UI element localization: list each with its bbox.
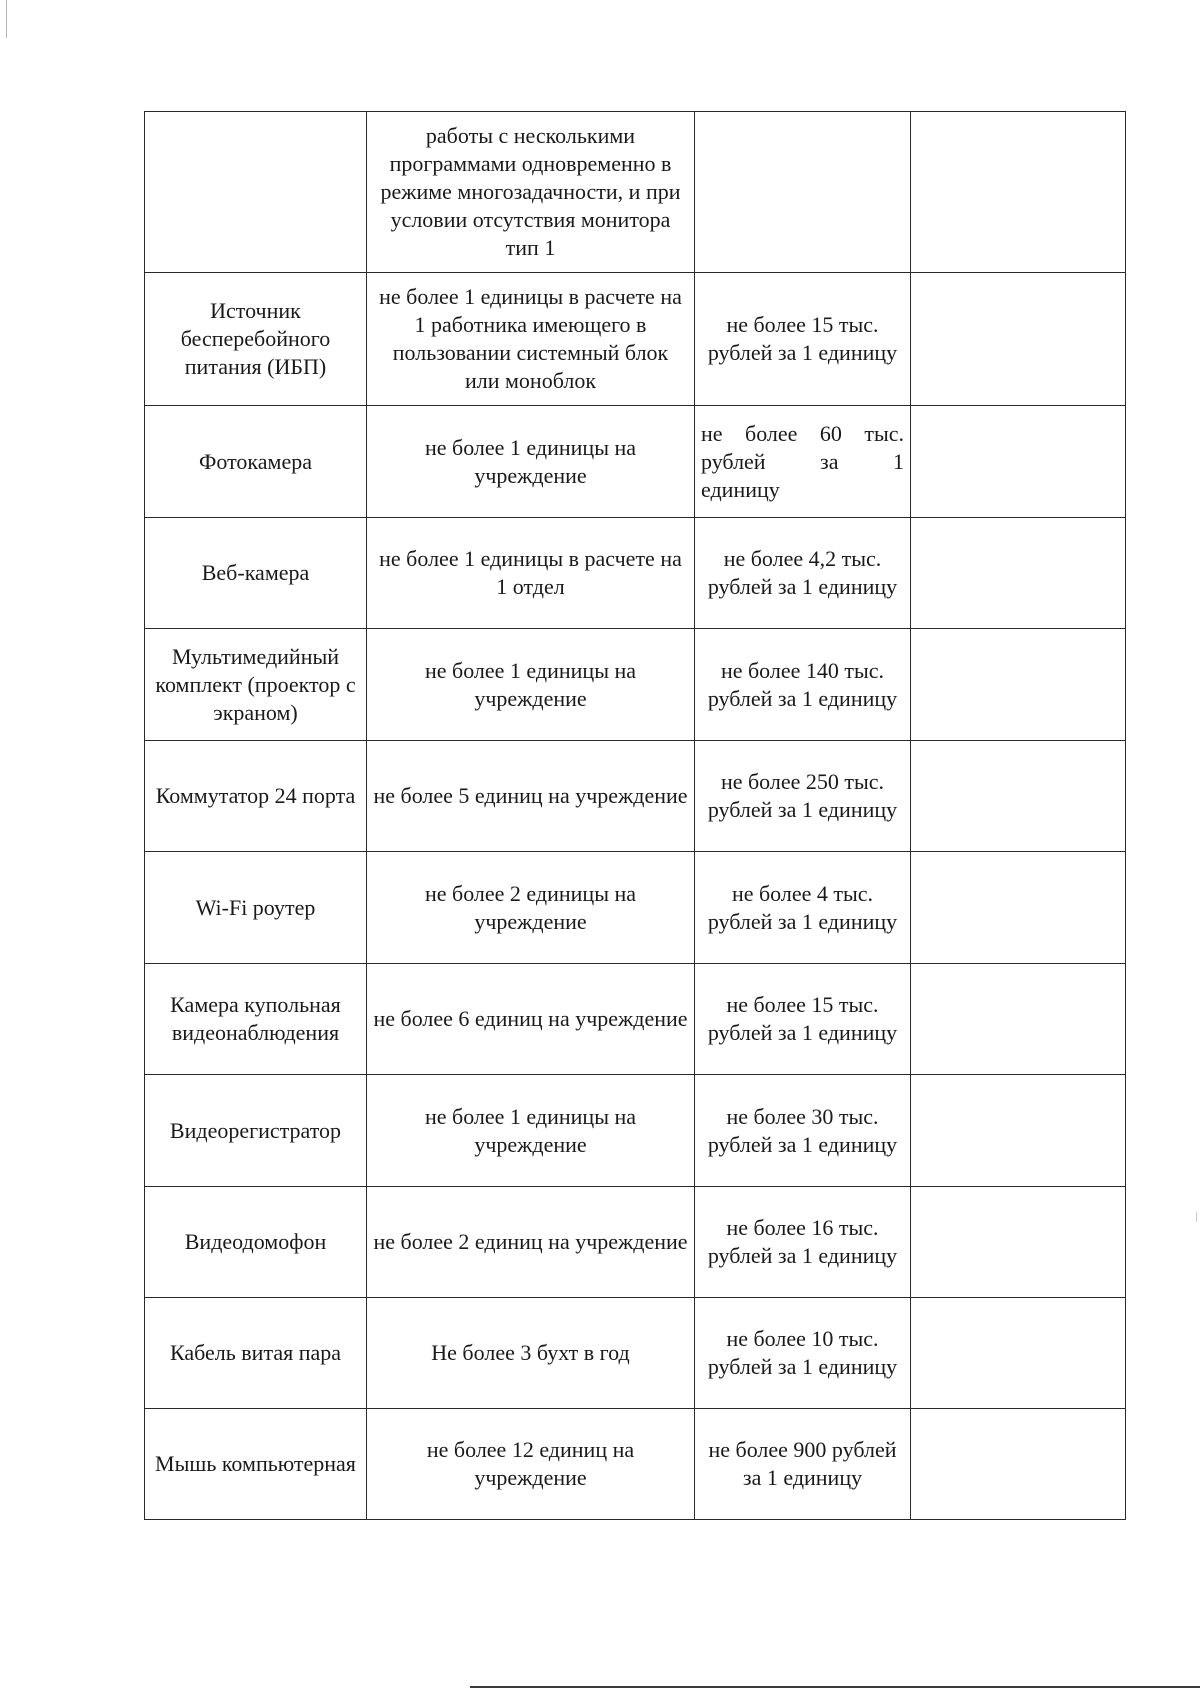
extra-cell [911,518,1126,629]
extra-cell [911,741,1126,852]
table-row [145,112,1126,273]
table-row [145,1409,1126,1520]
extra-cell [911,406,1126,518]
quantity-norm-cell: Не более 3 бухт в год [367,1298,695,1409]
table-row [145,406,1126,518]
price-line: единицу [701,476,780,502]
extra-cell [911,852,1126,964]
table-row [145,964,1126,1075]
price-line: не более 60 тыс. [701,420,904,446]
extra-cell [911,1075,1126,1187]
price-norm-cell [695,112,911,273]
footer-rule [470,1686,1200,1688]
equipment-name-cell: Видеодомофон [145,1187,367,1298]
equipment-name-cell: Мышь компьютерная [145,1409,367,1520]
scan-edge-mark [6,0,7,38]
quantity-norm-cell: не более 12 единиц на учреждение [367,1409,695,1520]
extra-cell [911,112,1126,273]
table-row [145,852,1126,964]
quantity-norm-cell: не более 2 единиц на учреждение [367,1187,695,1298]
quantity-norm-cell: не более 1 единицы на учреждение [367,1075,695,1187]
equipment-name-cell: Источник бесперебойного питания (ИБП) [145,273,367,406]
quantity-norm-cell: не более 1 единицы на учреждение [367,629,695,741]
table-row [145,1075,1126,1187]
extra-cell [911,1187,1126,1298]
equipment-name-cell: Мультимедийный комплект (проектор с экраном) [145,629,367,741]
quantity-norm-cell: не более 1 единицы на учреждение [367,406,695,518]
quantity-norm-cell: не более 5 единиц на учреждение [367,741,695,852]
table-row [145,1298,1126,1409]
equipment-name-cell [145,112,367,273]
table-row [145,741,1126,852]
equipment-name-cell: Камера купольная видеонаблюдения [145,964,367,1075]
price-norm-cell: не более 900 рублей за 1 единицу [695,1409,911,1520]
price-norm-cell: не более 4,2 тыс. рублей за 1 единицу [695,518,911,629]
equipment-name-cell: Веб-камера [145,518,367,629]
equipment-name-cell: Видеорегистратор [145,1075,367,1187]
quantity-norm-cell: не более 6 единиц на учреждение [367,964,695,1075]
equipment-norms-table [144,111,1126,1520]
equipment-name-cell: Кабель витая пара [145,1298,367,1409]
price-norm-cell: не более 140 тыс. рублей за 1 единицу [695,629,911,741]
quantity-norm-cell: не более 1 единицы в расчете на 1 отдел [367,518,695,629]
quantity-norm-cell: не более 2 единицы на учреждение [367,852,695,964]
quantity-norm-cell: не более 1 единицы в расчете на 1 работника имеющего в пользовании системный блок или моноблок [367,273,695,406]
extra-cell [911,629,1126,741]
price-norm-cell: не более 4 тыс. рублей за 1 единицу [695,852,911,964]
price-norm-cell: не более 16 тыс. рублей за 1 единицу [695,1187,911,1298]
price-norm-cell: не более 15 тыс. рублей за 1 единицу [695,273,911,406]
price-norm-cell [695,406,911,518]
quantity-norm-cell: работы с несколькими программами одновременно в режиме многозадачности, и при условии отсутствия монитора тип 1 [367,112,695,273]
extra-cell [911,273,1126,406]
price-line: рублей за 1 [701,448,904,474]
price-norm-cell: не более 30 тыс. рублей за 1 единицу [695,1075,911,1187]
table-row [145,1187,1126,1298]
price-norm-cell: не более 250 тыс. рублей за 1 единицу [695,741,911,852]
equipment-name-cell: Wi-Fi роутер [145,852,367,964]
price-norm-cell: не более 15 тыс. рублей за 1 единицу [695,964,911,1075]
equipment-name-cell: Фотокамера [145,406,367,518]
price-norm-cell: не более 10 тыс. рублей за 1 единицу [695,1298,911,1409]
extra-cell [911,964,1126,1075]
extra-cell [911,1409,1126,1520]
scan-edge-mark [1196,1212,1197,1222]
table-row [145,629,1126,741]
equipment-name-cell: Коммутатор 24 порта [145,741,367,852]
table-row [145,273,1126,406]
extra-cell [911,1298,1126,1409]
table-row [145,518,1126,629]
